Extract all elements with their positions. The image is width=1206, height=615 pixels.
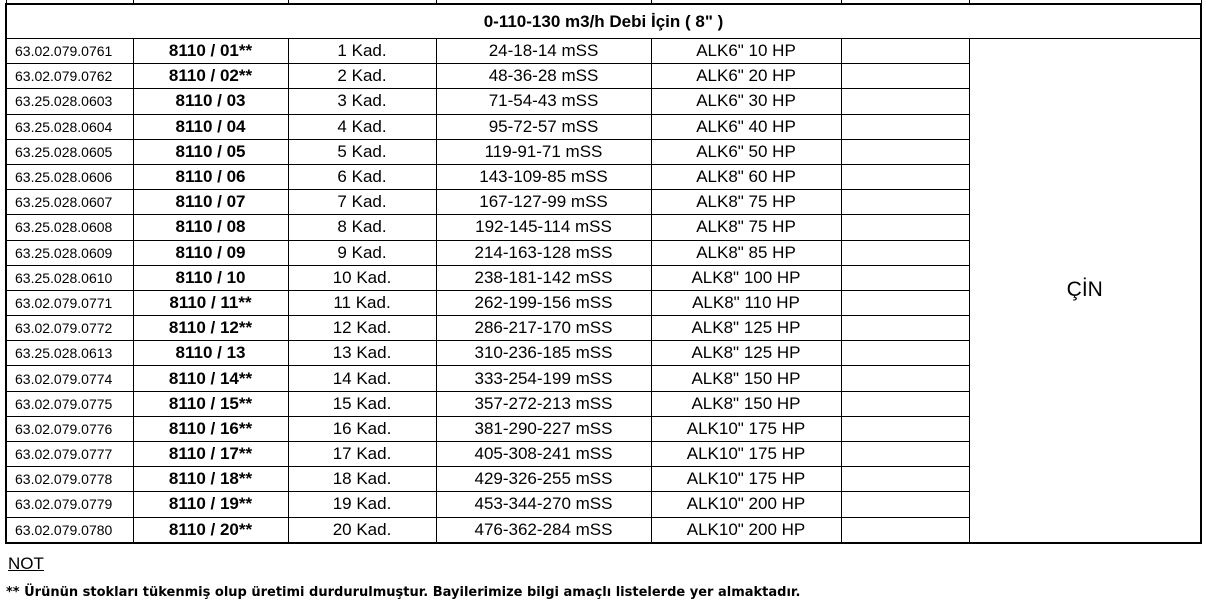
empty-cell: [841, 442, 969, 467]
stage-count: 20 Kad.: [288, 517, 436, 543]
head-range: 476-362-284 mSS: [436, 517, 651, 543]
model-number: 8110 / 01**: [133, 39, 288, 64]
empty-cell: [841, 164, 969, 189]
model-number: 8110 / 07: [133, 190, 288, 215]
motor-spec: ALK8" 125 HP: [651, 341, 841, 366]
stage-count: 14 Kad.: [288, 366, 436, 391]
model-number: 8110 / 13: [133, 341, 288, 366]
origin-country: ÇİN: [969, 39, 1201, 543]
stage-count: 12 Kad.: [288, 316, 436, 341]
product-code: 63.02.079.0771: [6, 290, 133, 315]
stage-count: 2 Kad.: [288, 64, 436, 89]
head-range: 192-145-114 mSS: [436, 215, 651, 240]
pump-table: [5, 0, 1202, 544]
head-range: 48-36-28 mSS: [436, 64, 651, 89]
head-range: 286-217-170 mSS: [436, 316, 651, 341]
model-number: 8110 / 12**: [133, 316, 288, 341]
head-range: 453-344-270 mSS: [436, 492, 651, 517]
head-range: 429-326-255 mSS: [436, 467, 651, 492]
stage-count: 17 Kad.: [288, 442, 436, 467]
head-range: 143-109-85 mSS: [436, 164, 651, 189]
model-number: 8110 / 09: [133, 240, 288, 265]
note-text: ** Ürünün stokları tükenmiş olup üretimi durdurulmuştur. Bayilerimize bilgi amaçlı listelerde yer almaktadır.: [6, 585, 801, 600]
motor-spec: ALK6" 50 HP: [651, 139, 841, 164]
stage-count: 15 Kad.: [288, 391, 436, 416]
motor-spec: ALK8" 150 HP: [651, 366, 841, 391]
product-code: 63.25.028.0605: [6, 139, 133, 164]
motor-spec: ALK8" 75 HP: [651, 215, 841, 240]
head-range: 95-72-57 mSS: [436, 114, 651, 139]
motor-spec: ALK10" 200 HP: [651, 517, 841, 543]
stage-count: 13 Kad.: [288, 341, 436, 366]
empty-cell: [841, 89, 969, 114]
head-range: 381-290-227 mSS: [436, 416, 651, 441]
model-number: 8110 / 08: [133, 215, 288, 240]
head-range: 238-181-142 mSS: [436, 265, 651, 290]
model-number: 8110 / 14**: [133, 366, 288, 391]
empty-cell: [841, 391, 969, 416]
product-code: 63.25.028.0608: [6, 215, 133, 240]
product-code: 63.02.079.0776: [6, 416, 133, 441]
empty-cell: [841, 114, 969, 139]
product-code: 63.25.028.0609: [6, 240, 133, 265]
stage-count: 6 Kad.: [288, 164, 436, 189]
stage-count: 1 Kad.: [288, 39, 436, 64]
stage-count: 11 Kad.: [288, 290, 436, 315]
stage-count: 10 Kad.: [288, 265, 436, 290]
model-number: 8110 / 11**: [133, 290, 288, 315]
table-title: 0-110-130 m3/h Debi İçin ( 8" ): [6, 4, 1201, 39]
motor-spec: ALK6" 10 HP: [651, 39, 841, 64]
head-range: 214-163-128 mSS: [436, 240, 651, 265]
stage-count: 7 Kad.: [288, 190, 436, 215]
product-code: 63.02.079.0780: [6, 517, 133, 543]
model-number: 8110 / 16**: [133, 416, 288, 441]
stage-count: 8 Kad.: [288, 215, 436, 240]
head-range: 405-308-241 mSS: [436, 442, 651, 467]
stage-count: 3 Kad.: [288, 89, 436, 114]
stage-count: 16 Kad.: [288, 416, 436, 441]
head-range: 167-127-99 mSS: [436, 190, 651, 215]
empty-cell: [841, 190, 969, 215]
motor-spec: ALK8" 110 HP: [651, 290, 841, 315]
product-code: 63.25.028.0610: [6, 265, 133, 290]
model-number: 8110 / 03: [133, 89, 288, 114]
empty-cell: [841, 517, 969, 543]
empty-cell: [841, 316, 969, 341]
model-number: 8110 / 15**: [133, 391, 288, 416]
motor-spec: ALK8" 100 HP: [651, 265, 841, 290]
empty-cell: [841, 290, 969, 315]
head-range: 71-54-43 mSS: [436, 89, 651, 114]
note-label: NOT: [8, 554, 44, 573]
motor-spec: ALK6" 40 HP: [651, 114, 841, 139]
empty-cell: [841, 341, 969, 366]
product-code: 63.25.028.0606: [6, 164, 133, 189]
motor-spec: ALK8" 150 HP: [651, 391, 841, 416]
head-range: 24-18-14 mSS: [436, 39, 651, 64]
empty-cell: [841, 416, 969, 441]
product-code: 63.02.079.0761: [6, 39, 133, 64]
motor-spec: ALK8" 60 HP: [651, 164, 841, 189]
motor-spec: ALK10" 175 HP: [651, 467, 841, 492]
product-code: 63.02.079.0772: [6, 316, 133, 341]
stage-count: 4 Kad.: [288, 114, 436, 139]
product-code: 63.02.079.0777: [6, 442, 133, 467]
head-range: 262-199-156 mSS: [436, 290, 651, 315]
price-list-sheet: [5, 0, 1200, 544]
table-title-row: [6, 4, 1201, 39]
empty-cell: [841, 366, 969, 391]
model-number: 8110 / 18**: [133, 467, 288, 492]
empty-cell: [841, 64, 969, 89]
model-number: 8110 / 10: [133, 265, 288, 290]
product-code: 63.25.028.0603: [6, 89, 133, 114]
product-code: 63.02.079.0778: [6, 467, 133, 492]
empty-cell: [841, 265, 969, 290]
empty-cell: [841, 139, 969, 164]
product-code: 63.02.079.0779: [6, 492, 133, 517]
model-number: 8110 / 17**: [133, 442, 288, 467]
motor-spec: ALK10" 200 HP: [651, 492, 841, 517]
product-code: 63.02.079.0775: [6, 391, 133, 416]
product-code: 63.25.028.0607: [6, 190, 133, 215]
stage-count: 9 Kad.: [288, 240, 436, 265]
model-number: 8110 / 05: [133, 139, 288, 164]
model-number: 8110 / 06: [133, 164, 288, 189]
empty-cell: [841, 492, 969, 517]
motor-spec: ALK6" 20 HP: [651, 64, 841, 89]
stage-count: 19 Kad.: [288, 492, 436, 517]
model-number: 8110 / 20**: [133, 517, 288, 543]
motor-spec: ALK8" 75 HP: [651, 190, 841, 215]
motor-spec: ALK6" 30 HP: [651, 89, 841, 114]
model-number: 8110 / 02**: [133, 64, 288, 89]
head-range: 357-272-213 mSS: [436, 391, 651, 416]
product-code: 63.25.028.0604: [6, 114, 133, 139]
product-code: 63.02.079.0762: [6, 64, 133, 89]
head-range: 333-254-199 mSS: [436, 366, 651, 391]
empty-cell: [841, 240, 969, 265]
empty-cell: [841, 215, 969, 240]
product-code: 63.25.028.0613: [6, 341, 133, 366]
motor-spec: ALK10" 175 HP: [651, 416, 841, 441]
model-number: 8110 / 04: [133, 114, 288, 139]
empty-cell: [841, 39, 969, 64]
table-row: [6, 39, 1201, 64]
motor-spec: ALK8" 85 HP: [651, 240, 841, 265]
stage-count: 5 Kad.: [288, 139, 436, 164]
motor-spec: ALK8" 125 HP: [651, 316, 841, 341]
head-range: 119-91-71 mSS: [436, 139, 651, 164]
head-range: 310-236-185 mSS: [436, 341, 651, 366]
product-code: 63.02.079.0774: [6, 366, 133, 391]
stage-count: 18 Kad.: [288, 467, 436, 492]
model-number: 8110 / 19**: [133, 492, 288, 517]
empty-cell: [841, 467, 969, 492]
motor-spec: ALK10" 175 HP: [651, 442, 841, 467]
